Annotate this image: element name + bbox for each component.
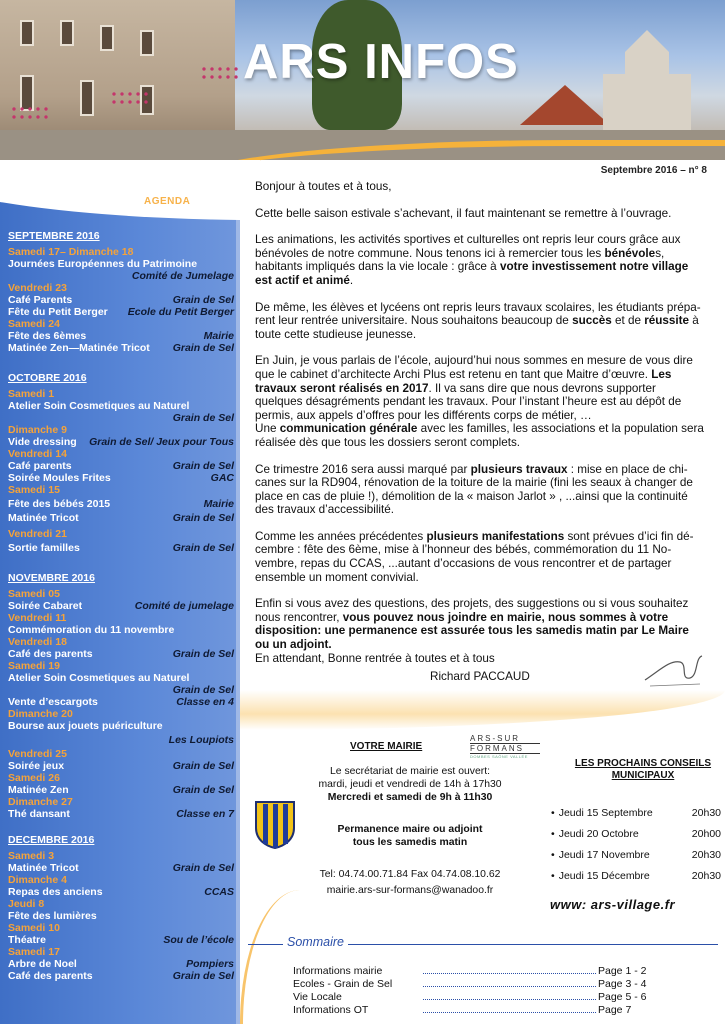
hours-line: Le secrétariat de mairie est ouvert: (330, 766, 490, 777)
agenda-date: Dimanche 20 (8, 708, 73, 720)
logo-text-bottom: DOMBES SAÔNE VALLÉE (470, 754, 528, 759)
agenda-event: Matinée Zen (8, 784, 69, 796)
agenda-november (8, 572, 234, 820)
agenda-org: Grain de Sel (172, 648, 234, 660)
town-logo (470, 734, 540, 764)
toc-row[interactable]: Informations OT Page 7 (293, 1004, 632, 1016)
agenda-december (8, 834, 234, 982)
issue-number: Septembre 2016 – n° 8 (600, 165, 707, 176)
page-title: ARS INFOS (243, 35, 519, 89)
agenda-event: Vide dressing (8, 436, 77, 448)
council-row: • Jeudi 15 Décembre 20h30 (551, 870, 721, 882)
agenda-september (8, 230, 234, 354)
agenda-date: Samedi 15 (8, 484, 60, 496)
agenda-org: Grain de Sel (172, 342, 234, 354)
agenda-org: Comité de jumelage (134, 600, 234, 612)
toc-row[interactable]: Vie Locale Page 5 - 6 (293, 991, 647, 1003)
council-row: • Jeudi 15 Septembre 20h30 (551, 807, 721, 819)
paragraph: Enfin si vous avez des questions, des projets, des suggestions ou si vous souhaitez nous rencontrer, vous pouvez nous joindre en mairie, nous sommes à votre disposition: une permanence est assurée tous les samedis matin par Le Maire ou un adjoint. (255, 597, 689, 652)
agenda-org: Classe en 4 (176, 696, 234, 708)
logo-text-mid: FORMANS (470, 743, 540, 754)
agenda-event: Arbre de Noel (8, 958, 77, 970)
agenda-date: Samedi 05 (8, 588, 60, 600)
agenda-org: Grain de Sel (172, 684, 234, 696)
agenda-event: Sortie familles (8, 542, 80, 554)
paragraph: Cette belle saison estivale s’achevant, il faut maintenant se remettre à l’ouvrage. (255, 206, 672, 220)
council-row: • Jeudi 17 Novembre 20h30 (551, 849, 721, 861)
agenda-title: AGENDA (144, 196, 191, 207)
church (592, 30, 702, 140)
agenda-event: Bourse aux jouets puériculture (8, 720, 163, 732)
agenda-event: Café parents (8, 460, 72, 472)
greeting: Bonjour à toutes et à tous, (255, 180, 392, 193)
agenda-org: Grain de Sel (172, 760, 234, 772)
agenda-event: Thé dansant (8, 808, 70, 820)
website-link[interactable]: www: ars-village.fr (550, 897, 676, 912)
agenda-org: Grain de Sel (172, 542, 234, 554)
signature-mark (640, 650, 710, 690)
paragraph: De même, les élèves et lycéens ont repris leurs travaux scolaires, les étudiants préparent leur rentrée universitaire. Nous souhaitons beaucoup de succès et de réussite à toute cette studieuse jeunesse. (255, 300, 701, 341)
paragraph: Comme les années précédentes plusieurs manifestations sont prévues d’ici fin décembre : fête des 6ème, mise à l’honneur des bébés, commémoration du 11 Novembre, repas du CCAS, ...autant d’occasions de vous rencontrer et de partager ensemble un moment convivial. (255, 529, 694, 584)
roof (520, 85, 610, 125)
agenda-org: CCAS (204, 886, 234, 898)
agenda-event: Fête des lumières (8, 910, 97, 922)
agenda-date: Samedi 3 (8, 850, 55, 862)
month-heading: SEPTEMBRE 2016 (8, 230, 100, 242)
logo-text-top: ARS-SUR (470, 734, 521, 743)
agenda-date: Vendredi 11 (8, 612, 67, 624)
coat-of-arms-icon (254, 800, 296, 850)
agenda-event: Café des parents (8, 648, 93, 660)
agenda-event: Atelier Soin Cosmetiques au Naturel (8, 400, 190, 412)
agenda-event: Matinée Zen—Matinée Tricot (8, 342, 150, 354)
toc-row[interactable]: Ecoles - Grain de Sel Page 3 - 4 (293, 978, 647, 990)
agenda-org: Grain de Sel (172, 784, 234, 796)
hours-line: Mercredi et samedi de 9h à 11h30 (327, 792, 493, 803)
council-row: • Jeudi 20 Octobre 20h00 (551, 828, 721, 840)
agenda-org: Grain de Sel (172, 294, 234, 306)
permanence-line: tous les samedis matin (352, 837, 468, 848)
agenda-date: Samedi 24 (8, 318, 60, 330)
agenda-event: Soirée Cabaret (8, 600, 83, 612)
agenda-date: Samedi 26 (8, 772, 60, 784)
agenda-date: Samedi 1 (8, 388, 55, 400)
agenda-event: Commémoration du 11 novembre (8, 624, 175, 636)
agenda-event: Repas des anciens (8, 886, 103, 898)
agenda-date: Dimanche 4 (8, 874, 67, 886)
sommaire-heading: Sommaire (283, 935, 348, 949)
mairie-heading: VOTRE MAIRIE (350, 741, 423, 752)
phone-fax: Tel: 04.74.00.71.84 Fax 04.74.08.10.62 (319, 869, 501, 880)
agenda-date: Dimanche 27 (8, 796, 73, 808)
agenda-org: Pompiers (186, 958, 234, 970)
agenda-event: Café des parents (8, 970, 93, 982)
mairie-contact (300, 868, 520, 897)
month-heading: NOVEMBRE 2016 (8, 572, 95, 584)
agenda-event: Théatre (8, 934, 46, 946)
agenda-event: Atelier Soin Cosmetiques au Naturel (8, 672, 190, 684)
month-heading: OCTOBRE 2016 (8, 372, 87, 384)
agenda-event: Soirée jeux (8, 760, 65, 772)
agenda-date: Vendredi 21 (8, 528, 67, 540)
agenda-org: Grain de Sel (172, 460, 234, 472)
agenda-org: Grain de Sel (172, 412, 234, 424)
bottom-curve (240, 890, 300, 1024)
toc-row[interactable]: Informations mairie Page 1 - 2 (293, 965, 647, 977)
paragraph: Les animations, les activités sportives et culturelles ont repris leur cours grâce aux bénévoles de notre commune. Nous tenons ici à remercier tous les bénévoles, habitants impliqués dans la vie locale : grâce à votre investissement notre village est actif et animé. (255, 233, 689, 287)
agenda-org: Mairie (203, 330, 234, 342)
agenda-date: Vendredi 23 (8, 282, 67, 294)
agenda-org: Mairie (203, 498, 234, 510)
agenda-date: Dimanche 9 (8, 424, 67, 436)
agenda-event: Journées Européennes du Patrimoine (8, 258, 198, 270)
agenda-org: Grain de Sel (172, 862, 234, 874)
agenda-event: Soirée Moules Frites (8, 472, 111, 484)
signatory-name: Richard PACCAUD (430, 670, 530, 683)
agenda-october (8, 372, 234, 554)
agenda-org: Classe en 7 (176, 808, 234, 820)
agenda-event: Café Parents (8, 294, 73, 306)
agenda-event: Matinée Tricot (8, 862, 79, 874)
agenda-event: Fête du Petit Berger (8, 306, 108, 318)
agenda-date: Jeudi 8 (8, 898, 45, 910)
closing: En attendant, Bonne rentrée à toutes et à tous (255, 651, 495, 665)
editorial-letter (255, 180, 705, 678)
paragraph: En Juin, je vous parlais de l’école, aujourd’hui nous sommes en mesure de vous dire que le cabinet d’architecte Archi Plus est retenu en tant que Maitre d’œuvre. Les travaux seront réalisés en 2017. Il va sans dire que nous devrons supporter quelques désagréments pendant les travaux. Pour l’instant l’heure est au dépôt de permis, aux appels d’offres pour les différents corps de métier, … Une communication générale avec les familles, les associations et la population sera réalisée dès que tous les dossiers seront complets. (255, 354, 704, 449)
orange-band (240, 690, 725, 730)
agenda-event: Fête des bébés 2015 (8, 498, 111, 510)
agenda-date: Samedi 10 (8, 922, 60, 934)
permanence-line: Permanence maire ou adjoint (337, 824, 483, 835)
agenda-date: Samedi 19 (8, 660, 60, 672)
agenda-org: Grain de Sel/ Jeux pour Tous (89, 436, 234, 448)
council-heading: LES PROCHAINS CONSEILS MUNICIPAUX (574, 758, 712, 781)
agenda-event: Fête des 6èmes (8, 330, 87, 342)
agenda-org: Grain de Sel (172, 970, 234, 982)
agenda-org: GAC (210, 472, 234, 484)
paragraph: Ce trimestre 2016 sera aussi marqué par plusieurs travaux : mise en place de chicanes sur la RD904, rénovation de la toiture de la mairie (fini les seaux à changer de place en cas de pluie !), démolition de la « maison Jarlot » , ...ainsi que la continuité des travaux d’accessibilité. (255, 462, 693, 517)
month-heading: DECEMBRE 2016 (8, 834, 95, 846)
agenda-org: Ecole du Petit Berger (127, 306, 234, 318)
email-address[interactable]: mairie.ars-sur-formans@wanadoo.fr (326, 885, 494, 896)
mairie-hours (300, 765, 520, 804)
agenda-date: Vendredi 25 (8, 748, 67, 760)
mairie-permanence (300, 823, 520, 849)
agenda-date: Samedi 17– Dimanche 18 (8, 246, 134, 258)
hours-line: mardi, jeudi et vendredi de 14h à 17h30 (318, 779, 502, 790)
agenda-date: Vendredi 14 (8, 448, 67, 460)
agenda-org: Sou de l’école (163, 934, 234, 946)
agenda-date: Vendredi 18 (8, 636, 67, 648)
agenda-org: Les Loupiots (168, 734, 234, 746)
agenda-event: Matinée Tricot (8, 512, 79, 524)
agenda-event: Vente d’escargots (8, 696, 98, 708)
agenda-date: Samedi 17 (8, 946, 60, 958)
agenda-org: Comité de Jumelage (131, 270, 234, 282)
agenda-org: Grain de Sel (172, 512, 234, 524)
